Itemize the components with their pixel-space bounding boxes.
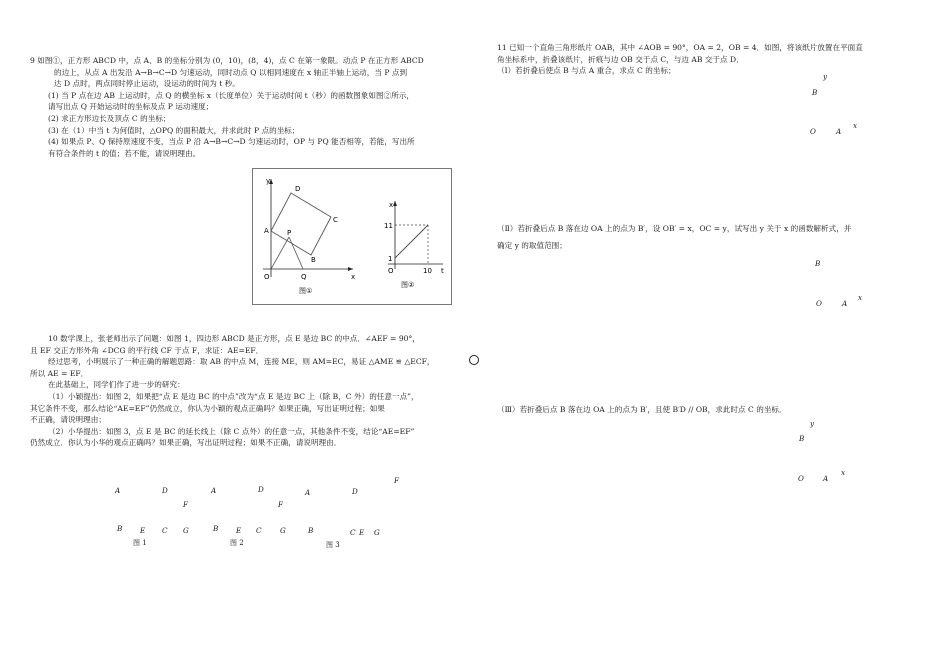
q10-line-8: 不正确，请说明理由；: [30, 415, 106, 425]
q10-line-2: 且 EF 交正方形外角 ∠DCG 的平行线 CF 于点 F，求证：AE=EF．: [30, 345, 264, 355]
q10-fig2-A: A: [211, 486, 217, 495]
q9-fig1-Q-label: Q: [301, 273, 307, 281]
q11-line-2: 角坐标系中，折叠该纸片，折痕与边 OB 交于点 C，与边 AB 交于点 D．: [497, 54, 744, 64]
question-9: [30, 55, 470, 159]
q9-line-9: 有符合条件的 t 的值；若不能，请说明理由。: [48, 148, 201, 158]
q10-fig1-G: G: [183, 526, 189, 535]
q10-fig1-caption: 图 1: [133, 539, 147, 547]
q9-fig2-caption: 图②: [401, 281, 415, 289]
q10-fig3-A: A: [305, 488, 311, 497]
q10-fig1-E: E: [140, 526, 146, 535]
q11-fig1-O: O: [810, 127, 816, 136]
q11-part2-line-1: （Ⅱ）若折叠后点 B 落在边 OA 上的点为 B′，设 OB′ = x，OC = y，试写出 y 关于 x 的函数解析式，并: [497, 224, 852, 233]
q10-fig3-B: B: [308, 526, 314, 535]
q11-line-1: 11 已知一个直角三角形纸片 OAB，其中 ∠AOB = 90°，OA = 2，OB = 4．如图，将该纸片放置在平面直: [497, 43, 863, 52]
q11-part3-line: （Ⅲ）若折叠后点 B 落在边 OA 上的点为 B′，且使 B′D // OB，求此时点 C 的坐标．: [497, 405, 787, 414]
q10-fig3-G: G: [374, 528, 380, 537]
q11-fig2-x: x: [858, 293, 863, 302]
q9-line-5: 请写出点 Q 开始运动时的坐标及点 P 运动速度；: [48, 102, 214, 112]
q9-fig1-A-label: A: [264, 227, 269, 235]
q11-fig2-B: B: [815, 259, 821, 268]
q10-line-9: （2）小华提出：如图 3，点 E 是 BC 的延长线上（除 C 点外）的任意一点，其他条件不变，结论“AE=EF”: [48, 426, 415, 436]
q10-fig3-E: E: [359, 528, 365, 537]
q10-fig1-A: A: [115, 486, 121, 495]
q9-line-3: 达 D 点时，两点同时停止运动，设运动的时间为 t 秒。: [54, 79, 240, 89]
q10-fig2-D: D: [258, 485, 264, 494]
q10-line-5: 在此基础上，同学们作了进一步的研究：: [48, 380, 185, 390]
q9-fig1-D-label: D: [295, 185, 301, 193]
q9-figure-svg: [253, 169, 451, 304]
q9-fig1-B-label: B: [311, 256, 316, 264]
q10-line-7: 其它条件不变，那么结论“AE=EF”仍然成立，你认为小颖的观点正确吗？如果正确，写出证明过程；如果: [30, 403, 385, 413]
q11-fig3-x: x: [841, 468, 846, 477]
q9-fig1-P-label: P: [287, 229, 292, 237]
q11-part-3: [497, 404, 927, 416]
q9-fig1-y-label: y: [266, 177, 271, 185]
q11-fig2-O: O: [816, 299, 822, 308]
q11-part-2: [497, 222, 927, 252]
q9-fig1-C-label: C: [333, 216, 338, 224]
q9-fig1-O-label: O: [264, 273, 270, 281]
q10-line-10: 仍然成立．你认为小华的观点正确吗？如果正确，写出证明过程；如果不正确，请说明理由．: [30, 438, 342, 448]
q9-fig1-x-label: x: [351, 273, 356, 281]
q9-line-6: (2) 求正方形边长及顶点 C 的坐标；: [48, 113, 171, 123]
q11-fig3-y: y: [810, 419, 815, 428]
q9-fig2-tick-10: 10: [423, 267, 432, 275]
q10-fig1-B: B: [117, 524, 123, 533]
q10-line-1: 10 数学课上，张老师出示了问题：如图 1，四边形 ABCD 是正方形，点 E 是边 BC 的中点．∠AEF = 90°，: [48, 334, 420, 343]
q10-fig3-D: D: [352, 487, 358, 496]
q10-fig2-B: B: [213, 524, 219, 533]
q9-line-7: (3) 在（1）中当 t 为何值时，△OPQ 的面积最大，并求此时 P 点的坐标；: [48, 125, 300, 135]
q10-fig1-D: D: [162, 486, 168, 495]
q10-fig3-F: F: [394, 476, 399, 485]
q9-line-4: (1) 当 P 点在边 AB 上运动时，点 Q 的横坐标 x（长度单位）关于运动时间 t（秒）的函数图象如图②所示，: [48, 90, 414, 100]
q10-fig2-G: G: [280, 526, 286, 535]
q11-fig1-x: x: [853, 121, 858, 130]
q10-fig1-C: C: [162, 526, 168, 535]
q9-figure-2: [384, 201, 444, 289]
q9-fig2-O-label: O: [388, 267, 394, 275]
q10-fig3-caption: 图 3: [326, 541, 340, 549]
q10-line-4: 所以 AE = EF．: [30, 368, 89, 378]
q11-line-3: （Ⅰ）若折叠后使点 B 与点 A 重合，求点 C 的坐标；: [497, 66, 676, 76]
q9-fig2-x-label: t: [441, 267, 444, 275]
q9-figure-box: [252, 168, 452, 305]
q9-fig1-caption: 图①: [299, 287, 313, 295]
q10-fig2-C: C: [256, 526, 262, 535]
q9-line-8: (4) 如果点 P、Q 保持原速度不变，当点 P 沿 A→B→C→D 匀速运动时，OP 与 PQ 能否相等，若能，写出所: [48, 137, 415, 147]
question-10: [30, 333, 480, 449]
q10-circle-mark: [469, 355, 479, 365]
q10-line-6: （1）小颖提出：如图 2，如果把“点 E 是边 BC 的中点”改为“点 E 是边 BC 上（除 B，C 外）的任意一点”，: [48, 391, 419, 401]
q11-fig3-A: A: [823, 474, 829, 483]
q11-fig2-A: A: [842, 299, 848, 308]
q9-fig2-tick-1: 1: [388, 255, 393, 263]
q11-part2-line-2: 确定 y 的取值范围；: [497, 241, 567, 250]
question-11: [497, 42, 927, 77]
q11-fig1-y: y: [823, 72, 828, 81]
q9-fig2-tick-11: 11: [384, 222, 393, 230]
q10-fig2-E: E: [236, 526, 242, 535]
q9-line-1: 9 如图①，正方形 ABCD 中，点 A、B 的坐标分别为 (0，10)，(8，4)，点 C 在第一象限。动点 P 在正方形 ABCD: [30, 56, 424, 65]
q11-fig3-B: B: [799, 434, 805, 443]
q10-fig1-F: F: [183, 500, 188, 509]
q10-line-3: 经过思考，小明展示了一种正确的解题思路：取 AB 的中点 M，连接 ME，则 AM=EC，易证 △AME ≌ △ECF，: [48, 357, 435, 367]
q10-fig3-C: C: [350, 528, 356, 537]
q11-fig1-B: B: [812, 88, 818, 97]
q9-line-2: 的边上，从点 A 出发沿 A→B→C→D 匀速运动，同时动点 Q 以相同速度在 x 轴正半轴上运动，当 P 点到: [54, 67, 408, 77]
q11-fig1-A: A: [836, 127, 842, 136]
q10-fig2-caption: 图 2: [230, 539, 244, 547]
q9-fig2-y-label: x: [389, 201, 394, 209]
q11-fig3-O: O: [798, 474, 804, 483]
q9-figure-1: [263, 177, 355, 295]
q10-fig2-F: F: [278, 500, 283, 509]
